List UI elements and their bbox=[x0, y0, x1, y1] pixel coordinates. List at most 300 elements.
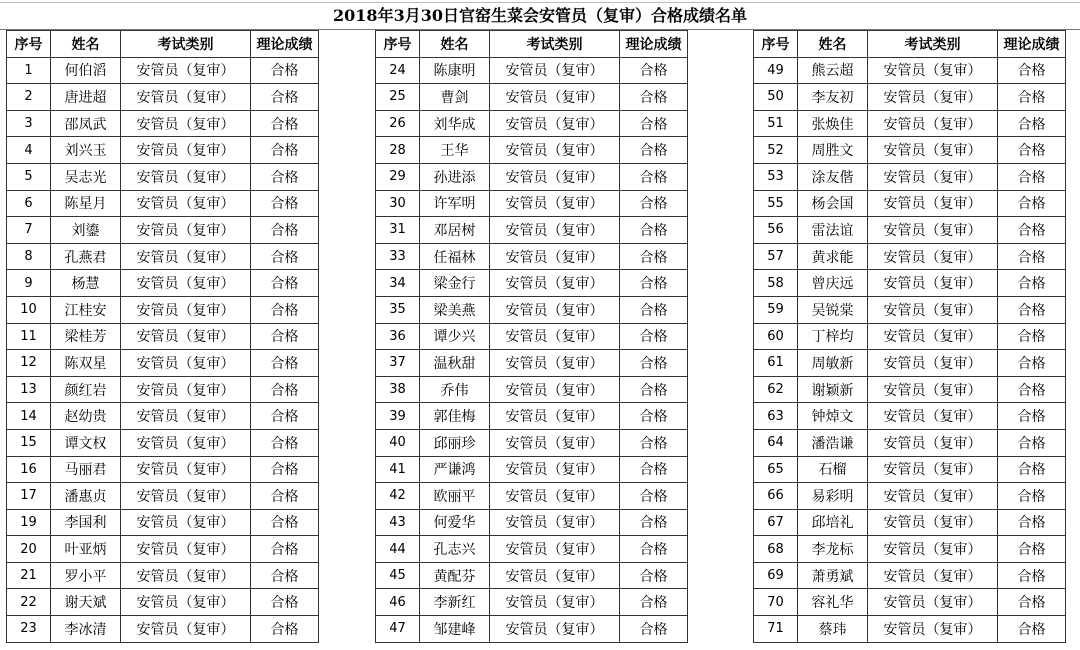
cell-category[interactable]: 安管员（复审） bbox=[490, 509, 620, 536]
table-row bbox=[376, 296, 688, 323]
header-name[interactable]: 姓名 bbox=[420, 31, 490, 58]
cell-seq[interactable]: 15 bbox=[7, 429, 51, 456]
cell-name[interactable]: 涂友偕 bbox=[798, 163, 868, 190]
cell-seq[interactable]: 51 bbox=[754, 110, 798, 137]
cell-category[interactable]: 安管员（复审） bbox=[490, 243, 620, 270]
cell-name[interactable]: 邱培礼 bbox=[798, 509, 868, 536]
cell-category[interactable]: 安管员（复审） bbox=[490, 190, 620, 217]
cell-seq[interactable]: 1 bbox=[7, 57, 51, 84]
cell-seq[interactable]: 57 bbox=[754, 243, 798, 270]
cell-score[interactable]: 合格 bbox=[251, 616, 319, 643]
cell-name[interactable]: 杨慧 bbox=[51, 270, 121, 297]
header-seq[interactable]: 序号 bbox=[7, 31, 51, 58]
table-row bbox=[7, 483, 319, 510]
cell-category[interactable]: 安管员（复审） bbox=[121, 296, 251, 323]
table-row bbox=[7, 217, 319, 244]
table-row bbox=[376, 562, 688, 589]
cell-name[interactable]: 郭佳梅 bbox=[420, 403, 490, 430]
cell-score[interactable]: 合格 bbox=[998, 536, 1066, 563]
cell-score[interactable]: 合格 bbox=[998, 137, 1066, 164]
cell-category[interactable]: 安管员（复审） bbox=[868, 243, 998, 270]
cell-seq[interactable]: 29 bbox=[376, 163, 420, 190]
cell-category[interactable]: 安管员（复审） bbox=[868, 323, 998, 350]
table-row bbox=[376, 243, 688, 270]
header-score[interactable]: 理论成绩 bbox=[998, 31, 1066, 58]
cell-name[interactable]: 曾庆远 bbox=[798, 270, 868, 297]
cell-seq[interactable]: 44 bbox=[376, 536, 420, 563]
cell-score[interactable]: 合格 bbox=[998, 403, 1066, 430]
cell-name[interactable]: 李友初 bbox=[798, 84, 868, 111]
cell-category[interactable]: 安管员（复审） bbox=[490, 163, 620, 190]
table-row bbox=[754, 323, 1066, 350]
cell-category[interactable]: 安管员（复审） bbox=[121, 323, 251, 350]
cell-score[interactable]: 合格 bbox=[998, 350, 1066, 377]
cell-score[interactable]: 合格 bbox=[251, 217, 319, 244]
cell-score[interactable]: 合格 bbox=[998, 84, 1066, 111]
cell-seq[interactable]: 49 bbox=[754, 57, 798, 84]
cell-name[interactable]: 江桂安 bbox=[51, 296, 121, 323]
cell-seq[interactable]: 12 bbox=[7, 350, 51, 377]
cell-category[interactable]: 安管员（复审） bbox=[490, 403, 620, 430]
cell-name[interactable]: 乔伟 bbox=[420, 376, 490, 403]
cell-name[interactable]: 唐进超 bbox=[51, 84, 121, 111]
cell-category[interactable]: 安管员（复审） bbox=[121, 536, 251, 563]
cell-seq[interactable]: 39 bbox=[376, 403, 420, 430]
cell-name[interactable]: 严谦鸿 bbox=[420, 456, 490, 483]
cell-name[interactable]: 邓居树 bbox=[420, 217, 490, 244]
cell-name[interactable]: 邹建峰 bbox=[420, 616, 490, 643]
cell-name[interactable]: 叶亚炳 bbox=[51, 536, 121, 563]
cell-name[interactable]: 王华 bbox=[420, 137, 490, 164]
cell-category[interactable]: 安管员（复审） bbox=[868, 84, 998, 111]
cell-seq[interactable]: 33 bbox=[376, 243, 420, 270]
cell-category[interactable]: 安管员（复审） bbox=[868, 163, 998, 190]
cell-name[interactable]: 曹剑 bbox=[420, 84, 490, 111]
cell-category[interactable]: 安管员（复审） bbox=[490, 270, 620, 297]
cell-category[interactable]: 安管员（复审） bbox=[121, 562, 251, 589]
cell-category[interactable]: 安管员（复审） bbox=[121, 616, 251, 643]
cell-name[interactable]: 雷法谊 bbox=[798, 217, 868, 244]
cell-category[interactable]: 安管员（复审） bbox=[868, 403, 998, 430]
cell-seq[interactable]: 66 bbox=[754, 483, 798, 510]
cell-score[interactable]: 合格 bbox=[998, 376, 1066, 403]
cell-score[interactable]: 合格 bbox=[251, 323, 319, 350]
cell-category[interactable]: 安管员（复审） bbox=[490, 456, 620, 483]
cell-name[interactable]: 刘鎏 bbox=[51, 217, 121, 244]
cell-score[interactable]: 合格 bbox=[620, 110, 688, 137]
cell-score[interactable]: 合格 bbox=[620, 483, 688, 510]
cell-score[interactable]: 合格 bbox=[251, 589, 319, 616]
cell-name[interactable]: 潘浩谦 bbox=[798, 429, 868, 456]
cell-score[interactable]: 合格 bbox=[620, 509, 688, 536]
cell-score[interactable]: 合格 bbox=[620, 536, 688, 563]
cell-name[interactable]: 何爱华 bbox=[420, 509, 490, 536]
cell-seq[interactable]: 43 bbox=[376, 509, 420, 536]
cell-category[interactable]: 安管员（复审） bbox=[121, 376, 251, 403]
cell-score[interactable]: 合格 bbox=[998, 616, 1066, 643]
cell-category[interactable]: 安管员（复审） bbox=[121, 243, 251, 270]
cell-score[interactable]: 合格 bbox=[251, 456, 319, 483]
header-score[interactable]: 理论成绩 bbox=[620, 31, 688, 58]
table-row bbox=[376, 429, 688, 456]
cell-score[interactable]: 合格 bbox=[620, 243, 688, 270]
cell-category[interactable]: 安管员（复审） bbox=[868, 536, 998, 563]
cell-category[interactable]: 安管员（复审） bbox=[490, 562, 620, 589]
cell-name[interactable]: 熊云超 bbox=[798, 57, 868, 84]
cell-score[interactable]: 合格 bbox=[998, 270, 1066, 297]
cell-score[interactable]: 合格 bbox=[251, 483, 319, 510]
cell-seq[interactable]: 9 bbox=[7, 270, 51, 297]
header-row bbox=[754, 31, 1066, 58]
cell-score[interactable]: 合格 bbox=[251, 190, 319, 217]
table-row bbox=[376, 403, 688, 430]
header-seq[interactable]: 序号 bbox=[376, 31, 420, 58]
cell-score[interactable]: 合格 bbox=[251, 429, 319, 456]
cell-category[interactable]: 安管员（复审） bbox=[490, 589, 620, 616]
cell-seq[interactable]: 42 bbox=[376, 483, 420, 510]
cell-name[interactable]: 任福林 bbox=[420, 243, 490, 270]
cell-category[interactable]: 安管员（复审） bbox=[868, 616, 998, 643]
cell-name[interactable]: 丁梓均 bbox=[798, 323, 868, 350]
cell-seq[interactable]: 64 bbox=[754, 429, 798, 456]
cell-score[interactable]: 合格 bbox=[998, 589, 1066, 616]
cell-category[interactable]: 安管员（复审） bbox=[868, 270, 998, 297]
header-category[interactable]: 考试类别 bbox=[121, 31, 251, 58]
cell-category[interactable]: 安管员（复审） bbox=[121, 270, 251, 297]
cell-category[interactable]: 安管员（复审） bbox=[490, 57, 620, 84]
cell-name[interactable]: 谭文权 bbox=[51, 429, 121, 456]
cell-seq[interactable]: 22 bbox=[7, 589, 51, 616]
cell-category[interactable]: 安管员（复审） bbox=[490, 536, 620, 563]
cell-category[interactable]: 安管员（复审） bbox=[121, 110, 251, 137]
cell-score[interactable]: 合格 bbox=[998, 243, 1066, 270]
table-row bbox=[754, 217, 1066, 244]
cell-score[interactable]: 合格 bbox=[251, 350, 319, 377]
cell-seq[interactable]: 4 bbox=[7, 137, 51, 164]
header-name[interactable]: 姓名 bbox=[798, 31, 868, 58]
cell-category[interactable]: 安管员（复审） bbox=[121, 137, 251, 164]
cell-seq[interactable]: 17 bbox=[7, 483, 51, 510]
cell-score[interactable]: 合格 bbox=[998, 456, 1066, 483]
cell-seq[interactable]: 37 bbox=[376, 350, 420, 377]
cell-name[interactable]: 潘惠贞 bbox=[51, 483, 121, 510]
cell-seq[interactable]: 56 bbox=[754, 217, 798, 244]
cell-score[interactable]: 合格 bbox=[998, 163, 1066, 190]
table-row bbox=[376, 323, 688, 350]
cell-seq[interactable]: 61 bbox=[754, 350, 798, 377]
cell-score[interactable]: 合格 bbox=[998, 483, 1066, 510]
cell-seq[interactable]: 59 bbox=[754, 296, 798, 323]
cell-category[interactable]: 安管员（复审） bbox=[490, 350, 620, 377]
cell-seq[interactable]: 8 bbox=[7, 243, 51, 270]
table-row bbox=[754, 350, 1066, 377]
cell-category[interactable]: 安管员（复审） bbox=[121, 350, 251, 377]
cell-score[interactable]: 合格 bbox=[251, 509, 319, 536]
cell-category[interactable]: 安管员（复审） bbox=[121, 163, 251, 190]
header-score[interactable]: 理论成绩 bbox=[251, 31, 319, 58]
cell-score[interactable]: 合格 bbox=[251, 163, 319, 190]
cell-seq[interactable]: 34 bbox=[376, 270, 420, 297]
cell-seq[interactable]: 55 bbox=[754, 190, 798, 217]
cell-score[interactable]: 合格 bbox=[620, 84, 688, 111]
cell-category[interactable]: 安管员（复审） bbox=[868, 456, 998, 483]
cell-category[interactable]: 安管员（复审） bbox=[868, 296, 998, 323]
cell-name[interactable]: 刘华成 bbox=[420, 110, 490, 137]
cell-seq[interactable]: 30 bbox=[376, 190, 420, 217]
table-row bbox=[7, 296, 319, 323]
cell-seq[interactable]: 25 bbox=[376, 84, 420, 111]
cell-score[interactable]: 合格 bbox=[998, 110, 1066, 137]
cell-seq[interactable]: 62 bbox=[754, 376, 798, 403]
cell-name[interactable]: 邵凤武 bbox=[51, 110, 121, 137]
cell-category[interactable]: 安管员（复审） bbox=[868, 376, 998, 403]
cell-name[interactable]: 容礼华 bbox=[798, 589, 868, 616]
cell-category[interactable]: 安管员（复审） bbox=[121, 57, 251, 84]
cell-category[interactable]: 安管员（复审） bbox=[490, 110, 620, 137]
cell-seq[interactable]: 11 bbox=[7, 323, 51, 350]
cell-score[interactable]: 合格 bbox=[620, 376, 688, 403]
cell-name[interactable]: 黄求能 bbox=[798, 243, 868, 270]
cell-name[interactable]: 陈康明 bbox=[420, 57, 490, 84]
cell-score[interactable]: 合格 bbox=[998, 323, 1066, 350]
cell-score[interactable]: 合格 bbox=[998, 296, 1066, 323]
cell-score[interactable]: 合格 bbox=[998, 190, 1066, 217]
table-row bbox=[7, 190, 319, 217]
cell-score[interactable]: 合格 bbox=[620, 456, 688, 483]
table-row bbox=[7, 350, 319, 377]
cell-name[interactable]: 梁金行 bbox=[420, 270, 490, 297]
cell-seq[interactable]: 5 bbox=[7, 163, 51, 190]
cell-seq[interactable]: 35 bbox=[376, 296, 420, 323]
cell-seq[interactable]: 71 bbox=[754, 616, 798, 643]
cell-seq[interactable]: 2 bbox=[7, 84, 51, 111]
cell-score[interactable]: 合格 bbox=[620, 562, 688, 589]
table-row bbox=[376, 110, 688, 137]
cell-category[interactable]: 安管员（复审） bbox=[490, 217, 620, 244]
cell-name[interactable]: 萧勇斌 bbox=[798, 562, 868, 589]
table-row bbox=[376, 270, 688, 297]
cell-category[interactable]: 安管员（复审） bbox=[868, 137, 998, 164]
cell-seq[interactable]: 41 bbox=[376, 456, 420, 483]
cell-score[interactable]: 合格 bbox=[251, 110, 319, 137]
cell-name[interactable]: 李龙标 bbox=[798, 536, 868, 563]
cell-score[interactable]: 合格 bbox=[620, 323, 688, 350]
cell-score[interactable]: 合格 bbox=[251, 57, 319, 84]
cell-seq[interactable]: 3 bbox=[7, 110, 51, 137]
cell-category[interactable]: 安管员（复审） bbox=[121, 456, 251, 483]
cell-name[interactable]: 邱丽珍 bbox=[420, 429, 490, 456]
cell-score[interactable]: 合格 bbox=[620, 429, 688, 456]
cell-seq[interactable]: 70 bbox=[754, 589, 798, 616]
cell-seq[interactable]: 14 bbox=[7, 403, 51, 430]
cell-category[interactable]: 安管员（复审） bbox=[490, 323, 620, 350]
cell-name[interactable]: 易彩明 bbox=[798, 483, 868, 510]
cell-name[interactable]: 黄配芬 bbox=[420, 562, 490, 589]
cell-score[interactable]: 合格 bbox=[251, 562, 319, 589]
cell-score[interactable]: 合格 bbox=[251, 403, 319, 430]
header-seq[interactable]: 序号 bbox=[754, 31, 798, 58]
header-category[interactable]: 考试类别 bbox=[490, 31, 620, 58]
cell-category[interactable]: 安管员（复审） bbox=[121, 84, 251, 111]
cell-score[interactable]: 合格 bbox=[251, 536, 319, 563]
cell-seq[interactable]: 68 bbox=[754, 536, 798, 563]
cell-score[interactable]: 合格 bbox=[620, 137, 688, 164]
cell-category[interactable]: 安管员（复审） bbox=[868, 509, 998, 536]
cell-name[interactable]: 谢天斌 bbox=[51, 589, 121, 616]
cell-score[interactable]: 合格 bbox=[620, 616, 688, 643]
cell-seq[interactable]: 26 bbox=[376, 110, 420, 137]
cell-seq[interactable]: 36 bbox=[376, 323, 420, 350]
table-row bbox=[376, 376, 688, 403]
cell-name[interactable]: 欧丽平 bbox=[420, 483, 490, 510]
cell-category[interactable]: 安管员（复审） bbox=[868, 350, 998, 377]
cell-score[interactable]: 合格 bbox=[251, 296, 319, 323]
cell-score[interactable]: 合格 bbox=[620, 190, 688, 217]
cell-seq[interactable]: 23 bbox=[7, 616, 51, 643]
cell-seq[interactable]: 45 bbox=[376, 562, 420, 589]
cell-name[interactable]: 梁桂芳 bbox=[51, 323, 121, 350]
cell-seq[interactable]: 46 bbox=[376, 589, 420, 616]
cell-name[interactable]: 谭少兴 bbox=[420, 323, 490, 350]
cell-name[interactable]: 孙进添 bbox=[420, 163, 490, 190]
cell-name[interactable]: 陈双星 bbox=[51, 350, 121, 377]
cell-score[interactable]: 合格 bbox=[620, 217, 688, 244]
cell-seq[interactable]: 63 bbox=[754, 403, 798, 430]
cell-name[interactable]: 谢颖新 bbox=[798, 376, 868, 403]
cell-seq[interactable]: 7 bbox=[7, 217, 51, 244]
cell-name[interactable]: 杨会国 bbox=[798, 190, 868, 217]
cell-seq[interactable]: 10 bbox=[7, 296, 51, 323]
cell-category[interactable]: 安管员（复审） bbox=[868, 57, 998, 84]
cell-category[interactable]: 安管员（复审） bbox=[490, 84, 620, 111]
cell-name[interactable]: 温秋甜 bbox=[420, 350, 490, 377]
cell-seq[interactable]: 28 bbox=[376, 137, 420, 164]
cell-seq[interactable]: 65 bbox=[754, 456, 798, 483]
cell-name[interactable]: 梁美燕 bbox=[420, 296, 490, 323]
cell-seq[interactable]: 58 bbox=[754, 270, 798, 297]
cell-score[interactable]: 合格 bbox=[620, 163, 688, 190]
header-category[interactable]: 考试类别 bbox=[868, 31, 998, 58]
cell-category[interactable]: 安管员（复审） bbox=[121, 429, 251, 456]
cell-seq[interactable]: 47 bbox=[376, 616, 420, 643]
cell-name[interactable]: 马丽君 bbox=[51, 456, 121, 483]
cell-score[interactable]: 合格 bbox=[620, 296, 688, 323]
table-row bbox=[7, 376, 319, 403]
cell-seq[interactable]: 31 bbox=[376, 217, 420, 244]
cell-category[interactable]: 安管员（复审） bbox=[490, 483, 620, 510]
cell-seq[interactable]: 67 bbox=[754, 509, 798, 536]
cell-name[interactable]: 罗小平 bbox=[51, 562, 121, 589]
cell-seq[interactable]: 21 bbox=[7, 562, 51, 589]
cell-score[interactable]: 合格 bbox=[251, 270, 319, 297]
cell-name[interactable]: 周胜文 bbox=[798, 137, 868, 164]
cell-name[interactable]: 颜红岩 bbox=[51, 376, 121, 403]
cell-category[interactable]: 安管员（复审） bbox=[868, 110, 998, 137]
cell-category[interactable]: 安管员（复审） bbox=[121, 509, 251, 536]
cell-score[interactable]: 合格 bbox=[998, 509, 1066, 536]
cell-name[interactable]: 张焕佳 bbox=[798, 110, 868, 137]
cell-name[interactable]: 蔡玮 bbox=[798, 616, 868, 643]
cell-category[interactable]: 安管员（复审） bbox=[121, 217, 251, 244]
cell-seq[interactable]: 60 bbox=[754, 323, 798, 350]
cell-name[interactable]: 孔燕君 bbox=[51, 243, 121, 270]
cell-category[interactable]: 安管员（复审） bbox=[490, 429, 620, 456]
table-row bbox=[376, 350, 688, 377]
cell-category[interactable]: 安管员（复审） bbox=[121, 483, 251, 510]
cell-score[interactable]: 合格 bbox=[998, 562, 1066, 589]
cell-score[interactable]: 合格 bbox=[251, 137, 319, 164]
cell-seq[interactable]: 50 bbox=[754, 84, 798, 111]
cell-name[interactable]: 钟焯文 bbox=[798, 403, 868, 430]
cell-name[interactable]: 何伯滔 bbox=[51, 57, 121, 84]
cell-seq[interactable]: 53 bbox=[754, 163, 798, 190]
cell-category[interactable]: 安管员（复审） bbox=[868, 483, 998, 510]
cell-seq[interactable]: 38 bbox=[376, 376, 420, 403]
cell-category[interactable]: 安管员（复审） bbox=[121, 589, 251, 616]
cell-category[interactable]: 安管员（复审） bbox=[868, 429, 998, 456]
cell-category[interactable]: 安管员（复审） bbox=[868, 589, 998, 616]
cell-score[interactable]: 合格 bbox=[251, 376, 319, 403]
cell-category[interactable]: 安管员（复审） bbox=[121, 190, 251, 217]
cell-name[interactable]: 周敏新 bbox=[798, 350, 868, 377]
cell-score[interactable]: 合格 bbox=[998, 429, 1066, 456]
cell-name[interactable]: 李冰清 bbox=[51, 616, 121, 643]
cell-score[interactable]: 合格 bbox=[251, 243, 319, 270]
cell-category[interactable]: 安管员（复审） bbox=[868, 217, 998, 244]
cell-category[interactable]: 安管员（复审） bbox=[490, 376, 620, 403]
cell-seq[interactable]: 16 bbox=[7, 456, 51, 483]
cell-name[interactable]: 李新红 bbox=[420, 589, 490, 616]
cell-name[interactable]: 李国利 bbox=[51, 509, 121, 536]
cell-score[interactable]: 合格 bbox=[620, 403, 688, 430]
cell-score[interactable]: 合格 bbox=[620, 270, 688, 297]
header-name[interactable]: 姓名 bbox=[51, 31, 121, 58]
cell-score[interactable]: 合格 bbox=[251, 84, 319, 111]
cell-score[interactable]: 合格 bbox=[620, 350, 688, 377]
cell-seq[interactable]: 24 bbox=[376, 57, 420, 84]
table-row bbox=[376, 84, 688, 111]
cell-name[interactable]: 孔志兴 bbox=[420, 536, 490, 563]
cell-name[interactable]: 吴锐棠 bbox=[798, 296, 868, 323]
cell-seq[interactable]: 40 bbox=[376, 429, 420, 456]
cell-score[interactable]: 合格 bbox=[998, 217, 1066, 244]
cell-seq[interactable]: 20 bbox=[7, 536, 51, 563]
table-row bbox=[376, 536, 688, 563]
cell-name[interactable]: 陈星月 bbox=[51, 190, 121, 217]
cell-seq[interactable]: 69 bbox=[754, 562, 798, 589]
cell-category[interactable]: 安管员（复审） bbox=[121, 403, 251, 430]
cell-seq[interactable]: 19 bbox=[7, 509, 51, 536]
cell-name[interactable]: 赵幼贵 bbox=[51, 403, 121, 430]
cell-category[interactable]: 安管员（复审） bbox=[490, 137, 620, 164]
cell-seq[interactable]: 13 bbox=[7, 376, 51, 403]
cell-category[interactable]: 安管员（复审） bbox=[868, 562, 998, 589]
cell-seq[interactable]: 52 bbox=[754, 137, 798, 164]
cell-name[interactable]: 石榴 bbox=[798, 456, 868, 483]
cell-category[interactable]: 安管员（复审） bbox=[490, 616, 620, 643]
cell-seq[interactable]: 6 bbox=[7, 190, 51, 217]
cell-category[interactable]: 安管员（复审） bbox=[490, 296, 620, 323]
cell-category[interactable]: 安管员（复审） bbox=[868, 190, 998, 217]
cell-name[interactable]: 吴志光 bbox=[51, 163, 121, 190]
cell-name[interactable]: 许军明 bbox=[420, 190, 490, 217]
table-row bbox=[754, 562, 1066, 589]
cell-score[interactable]: 合格 bbox=[620, 57, 688, 84]
cell-name[interactable]: 刘兴玉 bbox=[51, 137, 121, 164]
cell-score[interactable]: 合格 bbox=[620, 589, 688, 616]
cell-score[interactable]: 合格 bbox=[998, 57, 1066, 84]
table-row bbox=[754, 137, 1066, 164]
